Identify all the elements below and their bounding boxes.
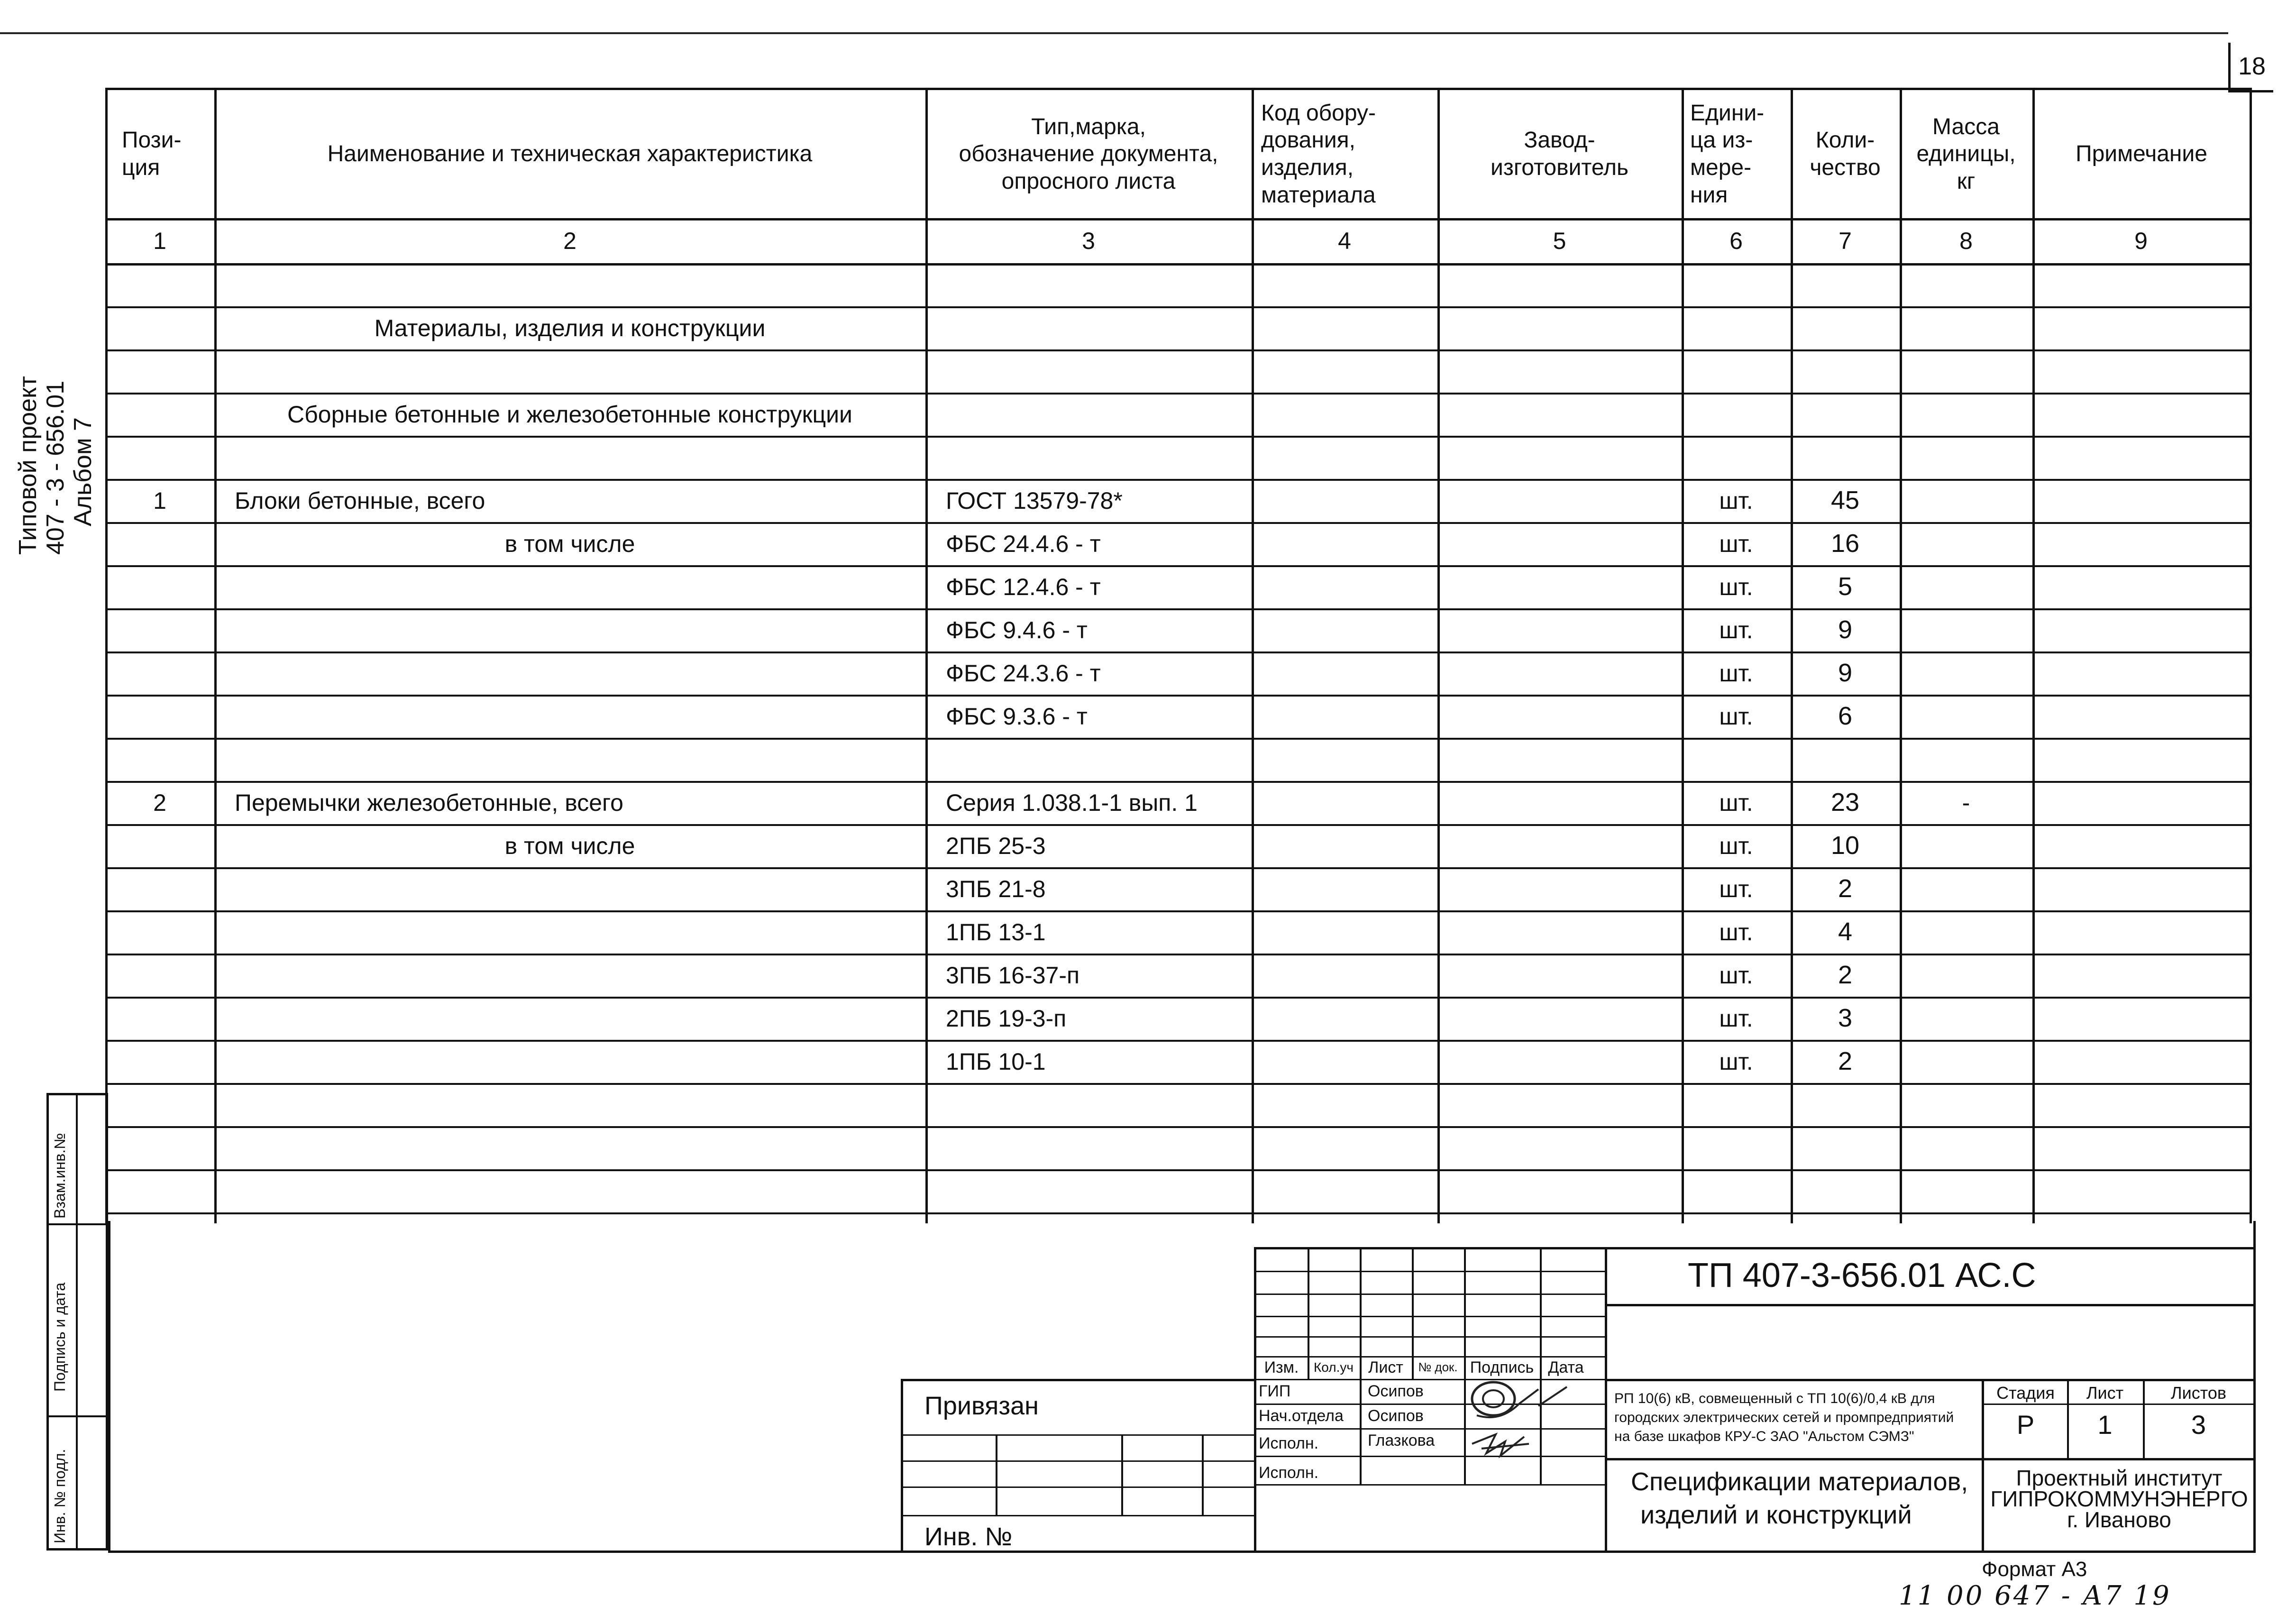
row-unit: шт. <box>1719 573 1753 600</box>
sheet-number: 18 <box>2238 52 2266 80</box>
row-mass <box>1900 565 2032 608</box>
row-position <box>105 997 214 1040</box>
row-position <box>105 436 214 479</box>
row-type: ФБС 9.4.6 - т <box>946 616 1088 643</box>
row-mass <box>1900 954 2032 997</box>
row-mass <box>1900 263 2032 306</box>
row-mass <box>1900 824 2032 867</box>
column-number: 4 <box>1338 227 1351 254</box>
row-mass <box>1900 393 2032 436</box>
row-unit <box>1682 263 1791 306</box>
row-name: Сборные бетонные и железобетонные конструкции <box>287 401 852 428</box>
side-stamp <box>14 376 97 555</box>
row-position <box>105 867 214 910</box>
column-number: 9 <box>2134 227 2148 254</box>
row-position: 1 <box>153 487 166 514</box>
top-border-line <box>0 32 2228 34</box>
row-mass <box>1900 522 2032 565</box>
row-quantity <box>1791 436 1900 479</box>
podpis-data-label: Подпись и дата <box>51 1282 68 1392</box>
staff-name-gip: Осипов <box>1368 1382 1424 1400</box>
row-quantity: 23 <box>1830 788 1860 817</box>
format-label: Формат А3 <box>1982 1558 2087 1581</box>
rev-row-line <box>1254 1294 1605 1295</box>
row-position <box>105 608 214 651</box>
row-mass <box>1900 1040 2032 1083</box>
row-unit: шт. <box>1719 530 1753 557</box>
row-mass <box>1900 608 2032 651</box>
row-quantity: 2 <box>1838 961 1853 990</box>
row-mass <box>1900 910 2032 954</box>
sheet-title <box>1631 1465 1968 1532</box>
rev-header-koluch: Кол.уч <box>1314 1360 1354 1375</box>
sheets-header: Листов <box>2171 1383 2226 1403</box>
row-type: ФБС 9.3.6 - т <box>946 703 1088 730</box>
desc-top-line <box>1605 1379 2254 1381</box>
row-line <box>105 1126 2252 1128</box>
row-unit <box>1682 306 1791 349</box>
row-unit: шт. <box>1719 789 1753 816</box>
row-quantity: 2 <box>1838 874 1853 903</box>
sheet-value: 1 <box>2097 1410 2113 1440</box>
col-header-manufacturer: Завод- изготовитель <box>1491 128 1628 180</box>
row-position <box>105 695 214 738</box>
row-position <box>105 1040 214 1083</box>
column-line <box>2250 88 2252 1223</box>
column-number: 3 <box>1082 227 1095 254</box>
rev-header-signature: Подпись <box>1470 1358 1534 1376</box>
row-line <box>105 1083 2252 1085</box>
row-type: ГОСТ 13579-78* <box>946 487 1123 514</box>
rev-row-line <box>1254 1336 1605 1338</box>
side-stamp-line2: 407 - 3 - 656.01 <box>42 380 69 555</box>
row-unit: шт. <box>1719 1005 1753 1032</box>
row-unit: шт. <box>1719 703 1753 730</box>
stage-header: Стадия <box>1996 1383 2055 1403</box>
sheet-title-line1: Спецификации материалов, <box>1631 1468 1968 1496</box>
rev-row-line <box>1254 1456 1605 1457</box>
row-mass <box>1900 436 2032 479</box>
row-type: 3ПБ 16-37-п <box>946 962 1080 989</box>
row-quantity: 45 <box>1830 486 1860 515</box>
row-quantity: 2 <box>1838 1047 1853 1076</box>
staff-col-line <box>1464 1379 1466 1484</box>
org-line3: г. Иваново <box>2067 1507 2171 1532</box>
project-desc-line1: РП 10(6) кВ, совмещенный с ТП 10(6)/0,4 кВ для <box>1614 1391 1935 1406</box>
row-unit: шт. <box>1719 832 1753 859</box>
privyazan-top-line <box>901 1379 1254 1381</box>
row-type: 2ПБ 19-3-п <box>946 1005 1067 1032</box>
row-position <box>105 954 214 997</box>
side-stamp-line1: Типовой проект <box>14 376 42 555</box>
row-line <box>105 1212 2252 1214</box>
column-number: 2 <box>563 227 576 254</box>
privyazan-row-line <box>901 1486 1254 1488</box>
sheet-header: Лист <box>2086 1383 2124 1403</box>
tb-main-divider <box>1605 1247 1607 1553</box>
row-position <box>105 306 214 349</box>
signature-exec <box>1467 1430 1538 1463</box>
column-number: 7 <box>1839 227 1852 254</box>
row-quantity: 3 <box>1838 1004 1853 1033</box>
row-mass <box>1900 867 2032 910</box>
org-line2: ГИПРОКОММУНЭНЕРГО <box>1990 1486 2248 1511</box>
privyazan-col-line <box>1202 1434 1204 1515</box>
row-type: ФБС 24.3.6 - т <box>946 660 1101 687</box>
stage-value: Р <box>2016 1410 2035 1440</box>
signature-gip <box>1467 1377 1576 1430</box>
row-name: Перемычки железобетонные, всего <box>235 789 623 816</box>
row-position: 2 <box>153 789 166 816</box>
col-header-mass: Масса единицы, кг <box>1916 114 2016 194</box>
row-type: 1ПБ 13-1 <box>946 918 1046 945</box>
inv-no-label: Инв. № <box>924 1523 1013 1551</box>
project-description <box>1614 1389 1984 1446</box>
inv-podl-label: Инв. № подл. <box>51 1449 68 1543</box>
rev-header-doc: № док. <box>1418 1360 1458 1375</box>
row-position <box>105 910 214 954</box>
row-quantity: 9 <box>1838 615 1853 644</box>
doc-code: ТП 407-3-656.01 АС.С <box>1688 1257 2036 1294</box>
privyazan-label: Привязан <box>924 1392 1039 1420</box>
row-mass <box>1900 306 2032 349</box>
col-header-code: Код обору- дования, изделия, материала <box>1261 100 1376 208</box>
row-position <box>105 349 214 393</box>
row-unit: шт. <box>1719 962 1753 989</box>
vzam-inv-label: Взам.инв.№ <box>51 1133 68 1219</box>
col-header-position: Пози- ция <box>122 128 182 180</box>
staff-role-head: Нач.отдела <box>1259 1406 1344 1425</box>
row-name: в том числе <box>504 530 635 557</box>
project-desc-line3: на базе шкафов КРУ-С ЗАО "Альстом СЭМЗ" <box>1614 1429 1914 1444</box>
privyazan-row-line <box>901 1434 1254 1436</box>
row-quantity: 6 <box>1838 702 1853 731</box>
row-unit: шт. <box>1719 1048 1753 1075</box>
row-position <box>105 393 214 436</box>
desc-bottom-line <box>1605 1458 2254 1460</box>
row-mass <box>1900 695 2032 738</box>
privyazan-row-line <box>901 1515 1254 1516</box>
row-position <box>105 522 214 565</box>
row-quantity: 5 <box>1838 572 1853 601</box>
col-header-name: Наименование и техническая характеристика <box>327 141 813 167</box>
col-header-type: Тип,марка, обозначение документа, опросного листа <box>959 114 1218 194</box>
row-mass <box>1900 997 2032 1040</box>
row-type: ФБС 12.4.6 - т <box>946 573 1101 600</box>
handwritten-note: 11 00 647 - А7 19 <box>1899 1580 2171 1611</box>
row-unit: шт. <box>1719 487 1753 514</box>
project-desc-line2: городских электрических сетей и промпредприятий <box>1614 1410 1954 1425</box>
side-stamp-line3: Альбом 7 <box>69 417 97 526</box>
row-name: в том числе <box>504 832 635 859</box>
column-number: 6 <box>1729 227 1743 254</box>
row-unit: шт. <box>1719 660 1753 687</box>
row-unit: шт. <box>1719 918 1753 945</box>
rev-header-date: Дата <box>1548 1358 1584 1376</box>
organization <box>1984 1468 2254 1530</box>
column-number: 8 <box>1959 227 1973 254</box>
row-unit: шт. <box>1719 616 1753 643</box>
column-number: 5 <box>1553 227 1566 254</box>
row-position <box>105 651 214 695</box>
staff-role-exec2: Исполн. <box>1259 1463 1319 1482</box>
row-unit <box>1682 393 1791 436</box>
staff-name-head: Осипов <box>1368 1406 1424 1425</box>
row-position <box>105 263 214 306</box>
row-type: 1ПБ 10-1 <box>946 1048 1046 1075</box>
rev-header-list: Лист <box>1368 1358 1403 1376</box>
row-quantity <box>1791 306 1900 349</box>
row-quantity <box>1791 738 1900 781</box>
col-header-unit: Едини- ца из- мере- ния <box>1690 100 1765 208</box>
privyazan-col-line <box>1121 1434 1123 1515</box>
row-mass <box>1900 651 2032 695</box>
sheet-number-box <box>2228 43 2273 92</box>
privyazan-col-line <box>996 1434 997 1515</box>
staff-role-gip: ГИП <box>1259 1382 1291 1400</box>
row-unit: шт. <box>1719 875 1753 902</box>
row-name: Материалы, изделия и конструкции <box>374 314 766 341</box>
row-quantity: 4 <box>1838 918 1853 946</box>
row-unit <box>1682 349 1791 393</box>
privyazan-row-line <box>901 1460 1254 1462</box>
row-mass: - <box>1962 789 1970 816</box>
row-unit <box>1682 738 1791 781</box>
row-quantity <box>1791 263 1900 306</box>
rev-row-line <box>1254 1271 1605 1272</box>
rev-row-line <box>1254 1316 1605 1317</box>
row-position <box>105 565 214 608</box>
row-quantity <box>1791 393 1900 436</box>
stage-header-line <box>1982 1404 2254 1405</box>
col-header-note: Примечание <box>2076 141 2207 167</box>
sheets-value: 3 <box>2191 1410 2206 1440</box>
row-unit <box>1682 436 1791 479</box>
row-type: 3ПБ 21-8 <box>946 875 1046 902</box>
privyazan-left-line <box>901 1379 903 1553</box>
row-position <box>105 824 214 867</box>
rev-header-izm: Изм. <box>1264 1358 1299 1376</box>
column-number: 1 <box>153 227 166 254</box>
sheet-title-line2: изделий и конструкций <box>1640 1501 1912 1529</box>
staff-role-exec1: Исполн. <box>1259 1434 1319 1452</box>
row-quantity <box>1791 349 1900 393</box>
row-type: Серия 1.038.1-1 вып. 1 <box>946 789 1198 816</box>
staff-col-line <box>1360 1379 1362 1484</box>
row-quantity: 10 <box>1830 831 1860 860</box>
row-position <box>105 738 214 781</box>
staff-name-exec1: Глазкова <box>1368 1431 1435 1450</box>
row-mass <box>1900 349 2032 393</box>
row-name: Блоки бетонные, всего <box>235 487 485 514</box>
row-line <box>105 1169 2252 1171</box>
col-header-quantity: Коли- чество <box>1810 128 1881 180</box>
row-type: ФБС 24.4.6 - т <box>946 530 1101 557</box>
row-type: 2ПБ 25-3 <box>946 832 1046 859</box>
staff-left-line <box>1254 1379 1256 1553</box>
row-mass <box>1900 738 2032 781</box>
row-quantity: 16 <box>1830 529 1860 558</box>
row-mass <box>1900 479 2032 522</box>
row-quantity: 9 <box>1838 659 1853 688</box>
org-line1: Проектный институт <box>2016 1466 2223 1490</box>
